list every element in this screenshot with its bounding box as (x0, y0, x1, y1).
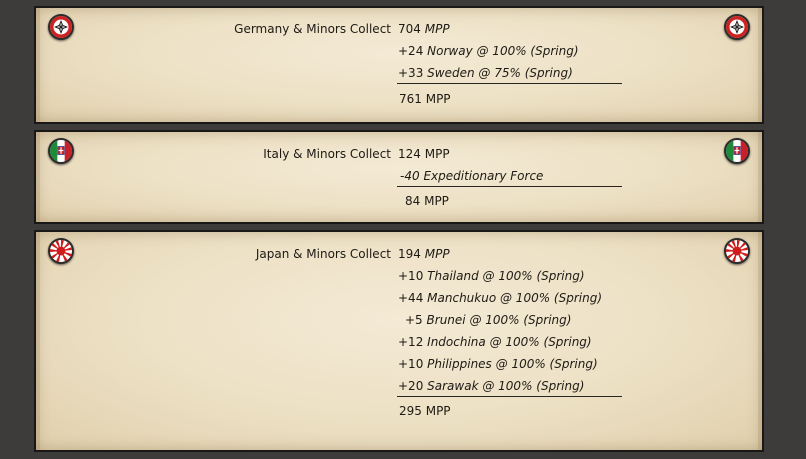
modifier-amount: +24 (398, 44, 424, 58)
modifier-row (398, 357, 598, 371)
collect-label: Italy & Minors Collect (263, 147, 391, 161)
modifier-row (398, 379, 584, 393)
base-value: 704 (398, 22, 421, 36)
panel-edge (758, 8, 762, 122)
panel-edge (36, 8, 40, 122)
modifier-amount: +10 (398, 269, 424, 283)
sum-divider (397, 83, 622, 84)
base-income (398, 147, 450, 161)
base-unit: MPP (424, 147, 450, 161)
panel-edge (36, 132, 40, 222)
germany-panel (34, 6, 764, 124)
collect-label: Japan & Minors Collect (255, 247, 391, 261)
base-income (398, 247, 450, 261)
base-unit: MPP (424, 247, 450, 261)
modifier-text: Sarawak @ 100% (Spring) (427, 379, 585, 393)
panel-edge (758, 232, 762, 450)
modifier-amount: +12 (398, 335, 424, 349)
modifier-row (398, 44, 579, 58)
japan-panel (34, 230, 764, 452)
modifier-text: Expeditionary Force (423, 169, 544, 183)
modifier-text: Indochina @ 100% (Spring) (427, 335, 592, 349)
modifier-text: Sweden @ 75% (Spring) (427, 66, 573, 80)
italy-panel (34, 130, 764, 224)
base-income (398, 22, 450, 36)
modifier-amount: +33 (398, 66, 424, 80)
modifier-row (398, 335, 592, 349)
panel-edge (36, 232, 40, 450)
modifier-row (398, 269, 585, 283)
modifier-row (398, 291, 602, 305)
modifier-text: Philippines @ 100% (Spring) (427, 357, 598, 371)
modifier-text: Thailand @ 100% (Spring) (427, 269, 585, 283)
sum-divider (397, 186, 622, 187)
modifier-row (405, 313, 571, 327)
germany-iron-cross-icon (724, 14, 750, 40)
collect-label: Germany & Minors Collect (234, 22, 391, 36)
modifier-row (398, 66, 573, 80)
panel-edge (758, 132, 762, 222)
modifier-text: Norway @ 100% (Spring) (427, 44, 579, 58)
italy-savoy-flag-icon (724, 138, 750, 164)
base-unit: MPP (424, 22, 450, 36)
modifier-amount: -40 (400, 169, 420, 183)
total-mpp: 295 MPP (399, 404, 451, 418)
modifier-amount: +44 (398, 291, 424, 305)
italy-savoy-flag-icon (48, 138, 74, 164)
modifier-text: Brunei @ 100% (Spring) (426, 313, 572, 327)
japan-rising-sun-icon (724, 238, 750, 264)
modifier-amount: +20 (398, 379, 424, 393)
sum-divider (397, 396, 622, 397)
modifier-amount: +5 (405, 313, 423, 327)
modifier-text: Manchukuo @ 100% (Spring) (427, 291, 603, 305)
modifier-amount: +10 (398, 357, 424, 371)
base-value: 194 (398, 247, 421, 261)
japan-rising-sun-icon (48, 238, 74, 264)
modifier-row (400, 169, 543, 183)
total-mpp: 84 MPP (405, 194, 449, 208)
base-value: 124 (398, 147, 421, 161)
germany-iron-cross-icon (48, 14, 74, 40)
total-mpp: 761 MPP (399, 92, 451, 106)
